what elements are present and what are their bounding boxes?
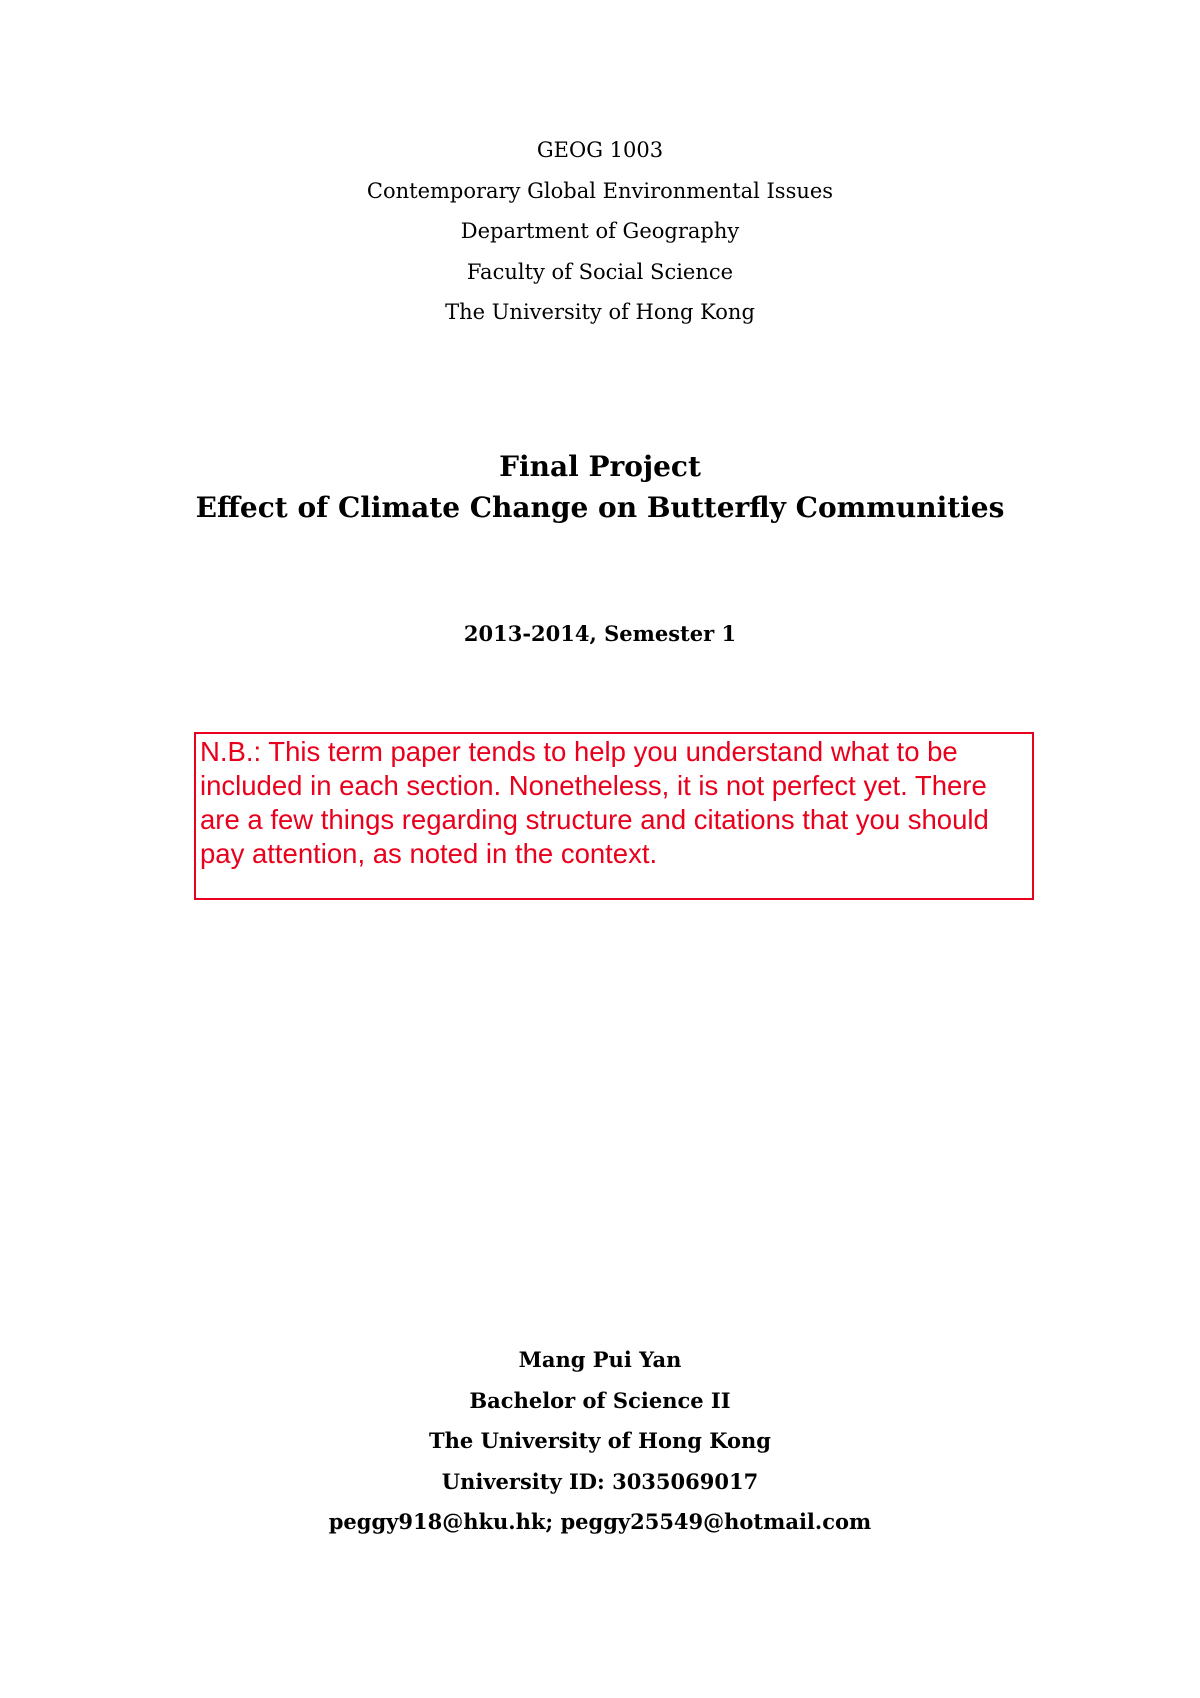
author-emails: peggy918@hku.hk; peggy25549@hotmail.com (328, 1509, 872, 1534)
course-code: GEOG 1003 (536, 138, 664, 162)
note-text: N.B.: This term paper tends to help you understand what to be included in each section. Nonetheless, it is not perfect yet. There are a few things regarding structure and citations that you should pay attention, as noted in the context. (200, 736, 989, 869)
course-header (0, 130, 1200, 333)
university: The University of Hong Kong (445, 300, 755, 324)
author-university-id: University ID: 3035069017 (441, 1468, 759, 1494)
author-info (0, 1340, 1200, 1543)
faculty: Faculty of Social Science (466, 259, 734, 284)
semester: 2013-2014, Semester 1 (463, 621, 737, 646)
author-degree: Bachelor of Science II (469, 1387, 731, 1413)
project-title (0, 446, 1200, 528)
author-name: Mang Pui Yan (518, 1347, 682, 1372)
title-line-1: Final Project (499, 450, 701, 483)
note-box (194, 732, 1034, 900)
author-university: The University of Hong Kong (429, 1428, 771, 1453)
course-title: Contemporary Global Environmental Issues (366, 178, 834, 203)
department: Department of Geography (460, 219, 740, 243)
title-line-2: Effect of Climate Change on Butterfly Communities (195, 491, 1005, 524)
